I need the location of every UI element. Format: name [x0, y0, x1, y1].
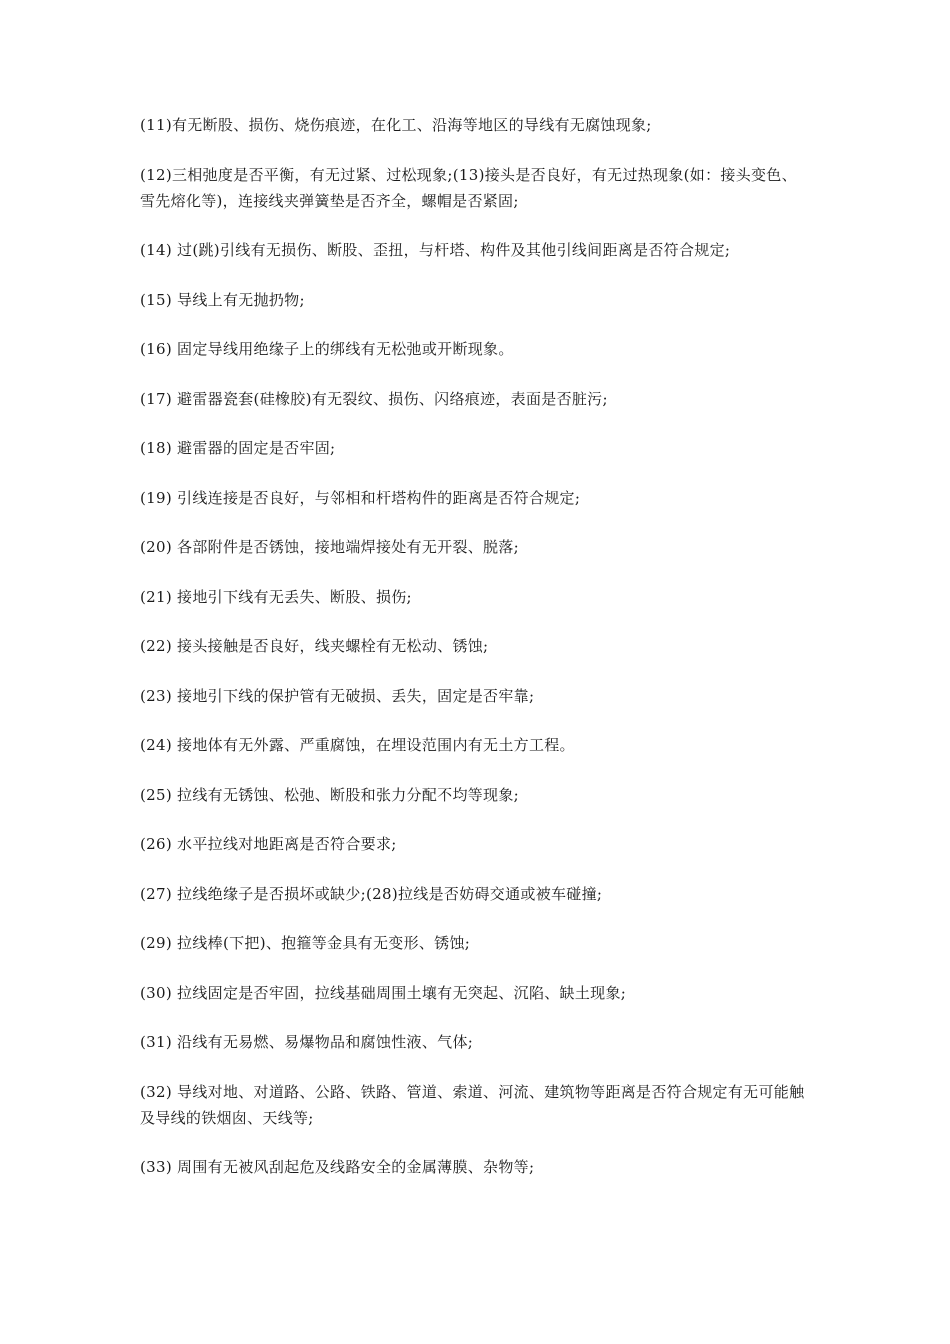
paragraph-20: (20) 各部附件是否锈蚀，接地端焊接处有无开裂、脱落;	[140, 538, 520, 556]
paragraph-22: (22) 接头接触是否良好，线夹螺栓有无松动、锈蚀;	[140, 637, 489, 655]
paragraph-14: (14) 过(跳)引线有无损伤、断股、歪扭，与杆塔、构件及其他引线间距离是否符合规定;	[140, 241, 731, 259]
paragraph-32: (32) 导线对地、对道路、公路、铁路、管道、索道、河流、建筑物等距离是否符合规定有无可能触及导线的铁烟囱、天线等;	[140, 1082, 805, 1127]
paragraph-16: (16) 固定导线用绝缘子上的绑线有无松弛或开断现象。	[140, 340, 514, 358]
paragraph-27-28: (27) 拉线绝缘子是否损坏或缺少;(28)拉线是否妨碍交通或被车碰撞;	[140, 884, 603, 903]
paragraph-18: (18) 避雷器的固定是否牢固;	[140, 439, 336, 457]
paragraph-23: (23) 接地引下线的保护管有无破损、丢失，固定是否牢靠;	[140, 686, 535, 705]
paragraph-29: (29) 拉线棒(下把)、抱箍等金具有无变形、锈蚀;	[140, 934, 471, 952]
paragraph-30: (30) 拉线固定是否牢固，拉线基础周围土壤有无突起、沉陷、缺土现象;	[140, 983, 627, 1002]
paragraph-19: (19) 引线连接是否良好，与邻相和杆塔构件的距离是否符合规定;	[140, 488, 581, 507]
paragraph-12-13: (12)三相弛度是否平衡，有无过紧、过松现象;(13)接头是否良好，有无过热现象(如：接头变色、雪先熔化等)，连接线夹弹簧垫是否齐全，螺帽是否紧固;	[140, 165, 797, 210]
paragraph-25: (25) 拉线有无锈蚀、松弛、断股和张力分配不均等现象;	[140, 785, 520, 804]
paragraph-11: (11)有无断股、损伤、烧伤痕迹，在化工、沿海等地区的导线有无腐蚀现象;	[140, 116, 652, 134]
paragraph-26: (26) 水平拉线对地距离是否符合要求;	[140, 835, 397, 853]
document-body	[140, 112, 812, 1204]
paragraph-15: (15) 导线上有无抛扔物;	[140, 290, 305, 309]
paragraph-31: (31) 沿线有无易燃、易爆物品和腐蚀性液、气体;	[140, 1033, 474, 1051]
paragraph-21: (21) 接地引下线有无丢失、断股、损伤;	[140, 587, 412, 606]
paragraph-17: (17) 避雷器瓷套(硅橡胶)有无裂纹、损伤、闪络痕迹，表面是否脏污;	[140, 389, 608, 408]
paragraph-33: (33) 周围有无被风刮起危及线路安全的金属薄膜、杂物等;	[140, 1158, 535, 1176]
paragraph-24: (24) 接地体有无外露、严重腐蚀，在埋设范围内有无土方工程。	[140, 736, 575, 754]
